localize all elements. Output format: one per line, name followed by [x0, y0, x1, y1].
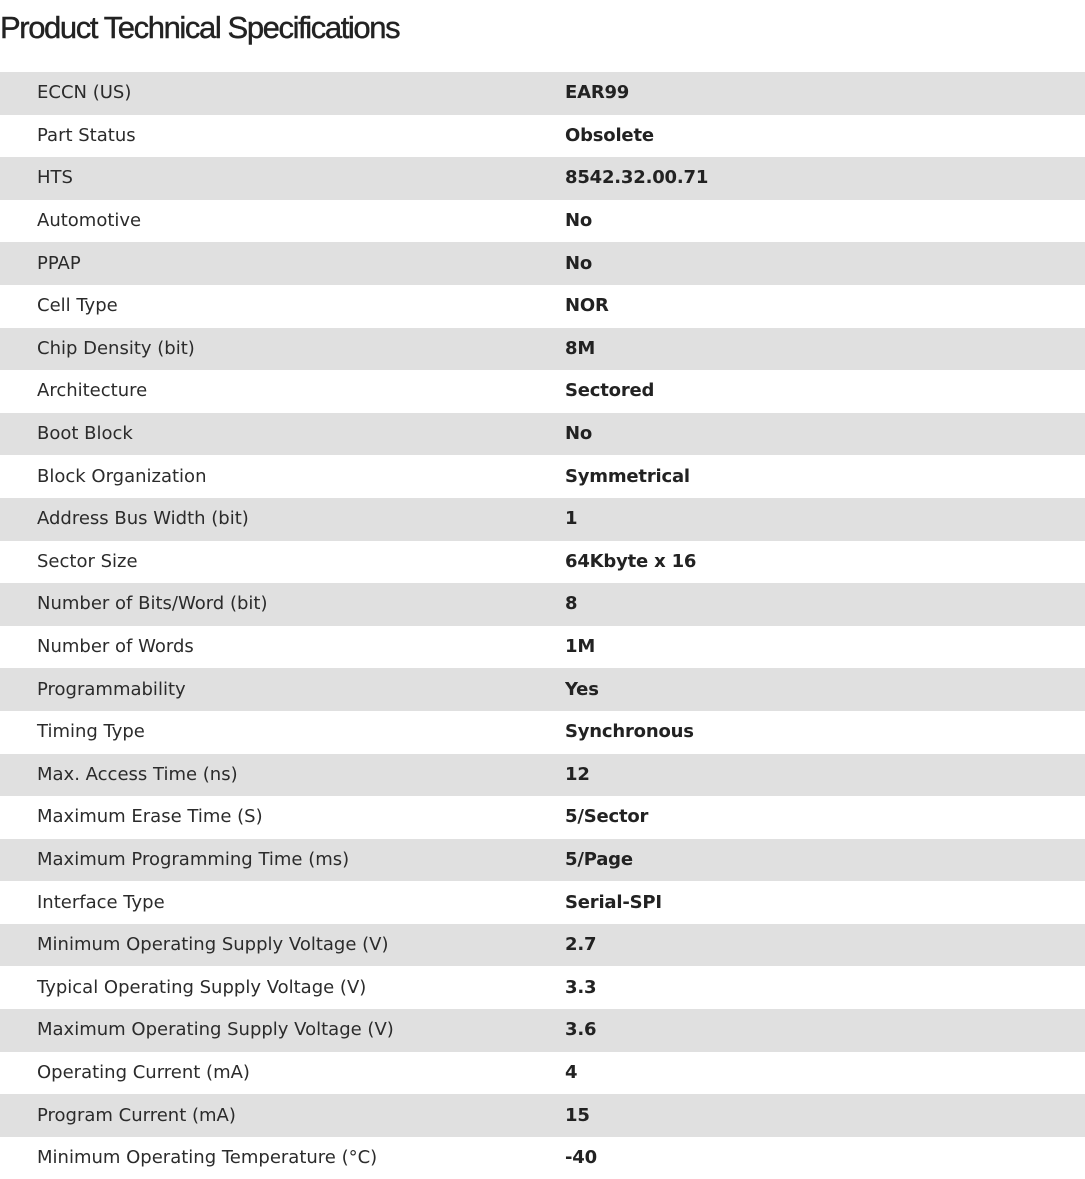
spec-name: Maximum Erase Time (S) — [37, 806, 263, 828]
spec-name: Architecture — [37, 380, 148, 402]
spec-name: Cell Type — [37, 295, 118, 317]
spec-value: 8M — [565, 328, 1085, 371]
spec-name: Typical Operating Supply Voltage (V) — [37, 976, 367, 998]
spec-value: 8542.32.00.71 — [565, 157, 1085, 200]
table-row — [0, 881, 1085, 924]
spec-name: Address Bus Width (bit) — [0, 498, 565, 541]
spec-name: Timing Type — [37, 721, 145, 743]
table-row — [0, 413, 1085, 456]
spec-name: Max. Access Time (ns) — [0, 754, 565, 797]
spec-name: Minimum Operating Supply Voltage (V) — [0, 924, 565, 967]
table-row — [0, 711, 1085, 754]
table-row — [0, 583, 1085, 626]
table-row — [0, 242, 1085, 285]
spec-name: Sector Size — [37, 550, 138, 572]
table-row — [0, 498, 1085, 541]
spec-name: Number of Words — [37, 636, 194, 658]
spec-value: 64Kbyte x 16 — [565, 550, 697, 572]
spec-value: -40 — [565, 1147, 597, 1169]
spec-name: HTS — [0, 157, 565, 200]
spec-value: NOR — [565, 295, 609, 317]
spec-value: Obsolete — [565, 124, 654, 146]
spec-name: Boot Block — [0, 413, 565, 456]
spec-value: 8 — [565, 583, 1085, 626]
page-title: Product Technical Specifications — [0, 10, 400, 45]
spec-name: Minimum Operating Temperature (°C) — [37, 1147, 378, 1169]
spec-name: Maximum Operating Supply Voltage (V) — [0, 1009, 565, 1052]
table-row — [0, 115, 1085, 158]
table-row — [0, 839, 1085, 882]
spec-name: Automotive — [37, 210, 142, 232]
spec-name: ECCN (US) — [0, 72, 565, 115]
spec-name: PPAP — [0, 242, 565, 285]
spec-name: Interface Type — [37, 891, 165, 913]
spec-value: 1 — [565, 498, 1085, 541]
spec-value: 15 — [565, 1094, 1085, 1137]
spec-name: Operating Current (mA) — [37, 1061, 250, 1083]
spec-name: Chip Density (bit) — [0, 328, 565, 371]
table-row — [0, 285, 1085, 328]
spec-value: Synchronous — [565, 721, 694, 743]
spec-value: No — [565, 242, 1085, 285]
spec-value: 3.6 — [565, 1009, 1085, 1052]
table-row — [0, 328, 1085, 371]
table-row — [0, 200, 1085, 243]
table-row — [0, 796, 1085, 839]
table-row — [0, 1009, 1085, 1052]
spec-value: 4 — [565, 1061, 578, 1083]
spec-name: Program Current (mA) — [0, 1094, 565, 1137]
spec-name: Programmability — [0, 668, 565, 711]
table-row — [0, 157, 1085, 200]
table-row — [0, 754, 1085, 797]
spec-name: Part Status — [37, 124, 136, 146]
spec-value: Yes — [565, 668, 1085, 711]
spec-value: No — [565, 210, 593, 232]
spec-value: EAR99 — [565, 72, 1085, 115]
table-row — [0, 455, 1085, 498]
spec-value: Sectored — [565, 380, 655, 402]
table-row — [0, 966, 1085, 1009]
table-row — [0, 1094, 1085, 1137]
table-row — [0, 626, 1085, 669]
table-row — [0, 72, 1085, 115]
spec-table-body — [0, 72, 1085, 1179]
spec-value: 5/Sector — [565, 806, 649, 828]
spec-value: 2.7 — [565, 924, 1085, 967]
spec-table — [0, 72, 1085, 1179]
spec-value: 1M — [565, 636, 596, 658]
spec-value: Serial-SPI — [565, 891, 662, 913]
spec-value: 3.3 — [565, 976, 597, 998]
table-row — [0, 668, 1085, 711]
table-row — [0, 924, 1085, 967]
spec-value: 5/Page — [565, 839, 1085, 882]
spec-name: Number of Bits/Word (bit) — [0, 583, 565, 626]
spec-value: No — [565, 413, 1085, 456]
spec-name: Block Organization — [37, 465, 207, 487]
spec-value: 12 — [565, 754, 1085, 797]
table-row — [0, 370, 1085, 413]
spec-value: Symmetrical — [565, 465, 690, 487]
spec-name: Maximum Programming Time (ms) — [0, 839, 565, 882]
table-row — [0, 1052, 1085, 1095]
table-row — [0, 541, 1085, 584]
